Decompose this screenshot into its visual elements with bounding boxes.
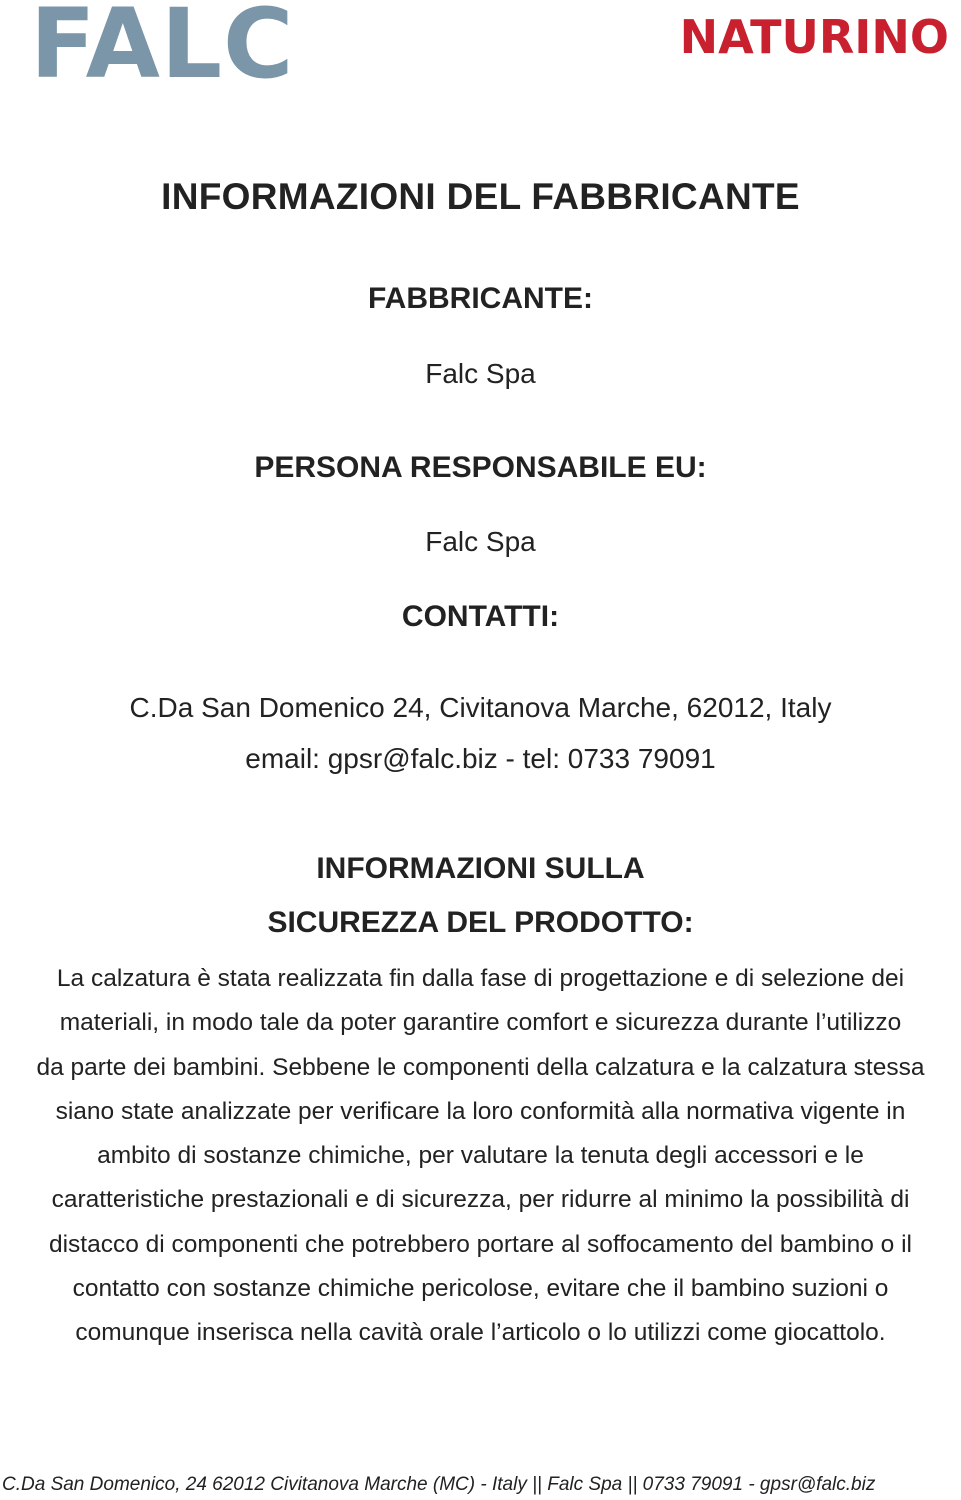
safety-title: [0, 842, 961, 950]
safety-text-line: comunque inserisca nella cavità orale l’articolo o lo utilizzi come giocattolo.: [75, 1319, 886, 1347]
naturino-logo: NATURINO: [679, 10, 949, 64]
safety-text-line: materiali, in modo tale da poter garantire comfort e sicurezza durante l’utilizzo: [59, 1009, 902, 1037]
safety-text-line: siano state analizzate per verificare la loro conformità alla normativa vigente in: [55, 1097, 906, 1125]
safety-text: [18, 957, 943, 1356]
safety-title-line: SICUREZZA DEL PRODOTTO:: [267, 906, 694, 939]
contatti-label: CONTATTI:: [401, 600, 560, 633]
page-footer: C.Da San Domenico, 24 62012 Civitanova Marche (MC) - Italy || Falc Spa || 0733 79091 - gpsr@falc.biz: [2, 1474, 876, 1495]
persona-responsabile-value: Falc Spa: [425, 526, 536, 557]
safety-text-line: contatto con sostanze chimiche pericolose, evitare che il bambino suzioni o: [72, 1275, 889, 1303]
contact-email-phone: email: gpsr@falc.biz - tel: 0733 79091: [245, 743, 716, 774]
safety-text-line: da parte dei bambini. Sebbene le componenti della calzatura e la calzatura stessa: [36, 1053, 925, 1081]
falc-logo: FALC: [30, 0, 295, 100]
persona-responsabile-label: PERSONA RESPONSABILE EU:: [254, 451, 707, 484]
contact-address: C.Da San Domenico 24, Civitanova Marche, 62012, Italy: [129, 692, 832, 723]
safety-title-line: INFORMAZIONI SULLA: [316, 852, 645, 885]
safety-text-line: distacco di componenti che potrebbero portare al soffocamento del bambino o il: [48, 1230, 912, 1258]
safety-text-line: ambito di sostanze chimiche, per valutare la tenuta degli accessori e le: [97, 1142, 864, 1170]
fabbricante-value: Falc Spa: [425, 358, 536, 389]
safety-text-line: La calzatura è stata realizzata fin dalla fase di progettazione e di selezione dei: [56, 965, 905, 992]
page-title: INFORMAZIONI DEL FABBRICANTE: [161, 176, 800, 217]
fabbricante-label: FABBRICANTE:: [368, 282, 593, 315]
safety-text-line: caratteristiche prestazionali e di sicurezza, per ridurre al minimo la possibilità di: [51, 1186, 910, 1214]
